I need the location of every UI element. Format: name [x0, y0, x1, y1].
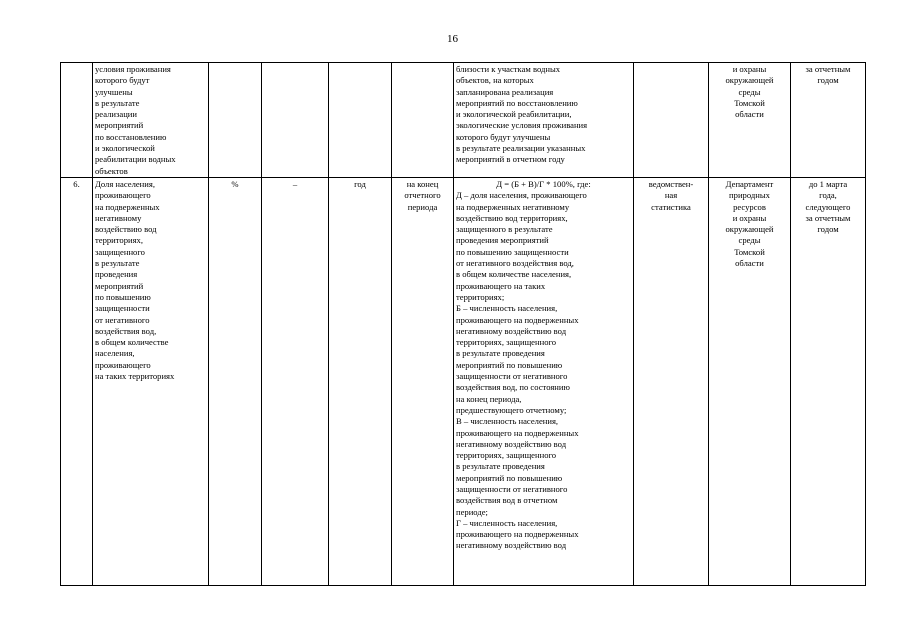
- cell-data-source: [634, 63, 709, 178]
- method-text: Д – доля населения, проживающего на подверженных негативному воздействию вод территориях, защищенного в результате проведения мероприятий по повышению защищенности от негативного воздействия вод, в общем количестве населения, проживающего на таких территориях; Б – численность населения, проживающего на подверженных негативному воздействию вод территориях, защищенного в результате проведения мероприятий по повышению защищенности от негативного воздействия вод, по состоянию на конец периода, предшествующего отчетному; В – численность населения, проживающего на подверженных негативному воздействию вод территориях, защищенного в результате проведения мероприятий по повышению защищенности от негативного воздействия вод в отчетном периоде; Г – численность населения, проживающего на подверженных негативному воздействию вод: [456, 190, 587, 551]
- cell-indicator-name: условия проживания которого будут улучшены в результате реализации мероприятий по восстановлению и экологической реабилитации водных объектов: [93, 63, 209, 178]
- cell-calculation-method: [454, 63, 634, 178]
- cell-data-source: ведомствен- ная статистика: [634, 177, 709, 585]
- cell-period: [329, 63, 392, 178]
- cell-calculation-method: [454, 177, 634, 585]
- cell-number: [61, 63, 93, 178]
- cell-number: 6.: [61, 177, 93, 585]
- cell-unit: [209, 63, 262, 178]
- cell-indicator-type: [262, 63, 329, 178]
- table-row: [61, 177, 866, 585]
- cell-indicator-type: –: [262, 177, 329, 585]
- cell-date-type: [392, 63, 454, 178]
- cell-unit: %: [209, 177, 262, 585]
- cell-date-type: на конец отчетного периода: [392, 177, 454, 585]
- method-text: близости к участкам водных объектов, на которых запланирована реализация мероприятий по восстановлению и экологической реабилитации, экологические условия проживания которого будут улучшены в результате реализации указанных мероприятий в отчетном году: [456, 64, 588, 165]
- cell-period: год: [329, 177, 392, 585]
- table-row: [61, 63, 866, 178]
- cell-responsible: и охраны окружающей среды Томской области: [709, 63, 791, 178]
- indicators-table: [60, 62, 866, 586]
- cell-indicator-name: Доля населения, проживающего на подверженных негативному воздействию вод территориях, защищенного в результате проведения мероприятий по повышению защищенности от негативного воздействия вод, в общем количестве населения, проживающего на таких территориях: [93, 177, 209, 585]
- cell-responsible: Департамент природных ресурсов и охраны окружающей среды Томской области: [709, 177, 791, 585]
- cell-deadline: за отчетным годом: [791, 63, 866, 178]
- page-number: 16: [447, 33, 458, 45]
- formula-text: Д = (Б + В)/Г * 100%, где:: [496, 178, 591, 189]
- cell-deadline: до 1 марта года, следующего за отчетным годом: [791, 177, 866, 585]
